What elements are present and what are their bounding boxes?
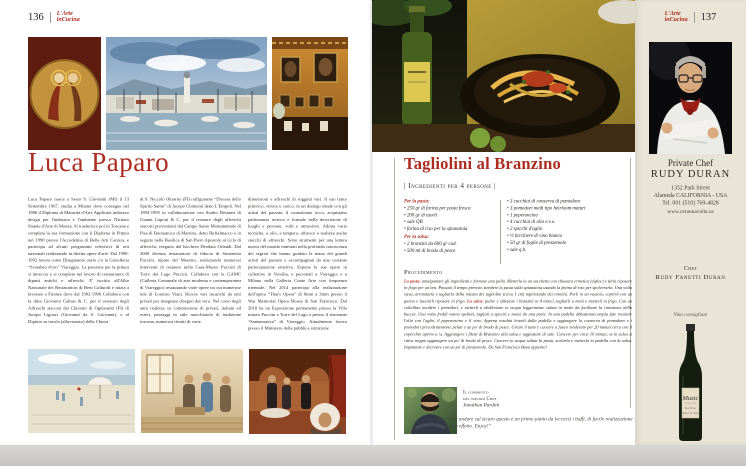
chef-full-name: Rudy Fanetti Duran	[655, 274, 726, 281]
ingredients-right-column	[507, 196, 630, 268]
ingredients-pasta-header: Per la pasta:	[404, 198, 430, 204]
article-column-1-text: Luca Paparo nasce a Sesto S. Giovanni (MI) il 13 Settembre 1967, studia a Milano dove consegue nel 1986 il Diploma di Maturità d'Arte Applicata indirizzo design per l'industria e l'ambiente presso l'Istituto Statale d'Arte di Monza. Si trasferisce poi in Toscana e completa la sua formazione con il Diploma in Pittura nel 1990 presso l'Accademia di Belle Arti Carrara, e partecipa ad alcuni programmi televisivi di reti nazionali realizzando in diretta opere d'arte. Dal 1990-1992 lavora come Disegnatore orafo c/o la Gioielleria “Scarabeo d'oro” Viareggio. La passione per la pittura si intreccia e si completa nel lavoro di restauratore di dipinti antichi e affreschi. E' iscritto all'Albo Nazionale dei Restauratori di Beni Culturali e inizia a lavorare a Firenze dove dal 1992-1996 Collabora con la ditta Giovanni Cabras & C. per il restauro degli Affreschi staccati dal Chiostro di Ognissanti (FI) di Jacopo Ligozzi (Giovanni da S. Giovanni), e al Dipinto su tavola (alluvionato) della Chiesa	[28, 196, 129, 324]
right-page-header	[635, 12, 746, 23]
cafe-art	[249, 349, 346, 434]
procedure-pasta-label: La pasta:	[404, 278, 421, 284]
article-column-2-text: di S. Niccolò Oltrarno (FI) raffigurante “Discesa dello Spirito Santo” di Jacopo Chimenti detto L'Empoli. Nel 1994-1995 in collaborazione con Studio Restauri di Gianni Caponi & C. per il restauro degli affreschi staccati provenienti dal Campo Santo Monumentale di Pisa di Buonamico di Martino, detto Buffalmacco e in seguito nella Basilica di San Piero Apostolo al ciclo di affreschi, eseguito dal lucchese Deodato Orlandi. Dal 2000 diventa restauratore di fiducia di Simonetta Puccini, nipote del Maestro, realizzando numerosi interventi di restauro nella Casa-Museo Puccini di Torre del Lago Puccini. Collabora con la GAMC (Galleria Comunale di arte moderna e contemporanea di Viareggio) restaurando varie opere tra cui numerose tele di Lorenzo Viani. Riceve vari incarichi da enti privati per insegnare disegno dal vero. Nel corso degli anni realizza su commissione di privati, italiani ed esteri, paesaggi in stile macchiaiolo di tradizione toscana, numerosi ritratti di varie	[140, 196, 241, 324]
interior-painting	[272, 37, 348, 150]
harbor-art	[106, 37, 267, 150]
contact-address	[635, 184, 746, 220]
contact-phone: Tel. 001 (510) 769-4828	[662, 199, 719, 206]
contact-name: RUDY DURAN	[650, 169, 731, 180]
magazine-logo-right	[665, 12, 688, 23]
dish-photo	[372, 0, 635, 152]
ingredient-item: • 3 cucchiai di conserva di pomodoro	[507, 198, 630, 205]
harbor-painting	[106, 37, 267, 150]
magazine-logo-left	[50, 12, 80, 23]
article-column-2	[140, 196, 241, 346]
ingredient-item: • farina di riso per la spianatoia	[404, 226, 498, 233]
contact-address-2: Alameda CALIFORNIA - USA	[653, 192, 728, 199]
wine-suggestion-label: Vino consigliato	[673, 312, 708, 318]
page-number-right: 137	[694, 12, 717, 23]
ingredient-item: • sale QB	[404, 219, 498, 226]
ingredient-item: • 200 gr di tuorli	[404, 212, 498, 219]
wine-suggestion-label-wrap	[635, 312, 746, 324]
chef-comment-label	[463, 389, 583, 419]
atelier-painting	[141, 349, 243, 433]
contact-title: Private Chef	[667, 158, 714, 168]
ingredient-item: • 50 gr di foglie di prezzemolo	[507, 239, 630, 246]
logo-line-2: inCucina	[56, 16, 80, 23]
wine-bottle-art	[675, 324, 706, 441]
chef-credit	[635, 266, 746, 281]
ingredient-item: • 250 gr di farina per pasta fresca	[404, 205, 498, 212]
chef-role-label: Chef	[683, 266, 698, 272]
chef-comment-quote-text: “Se volete andare sul sicuro questo è un primo piatto da leccarsi i baffi, di facile realizzazione e di sicuro effetto. Enjoy!”	[436, 416, 633, 429]
procedure-salsa-label: La salsa:	[467, 298, 484, 304]
interior-art	[272, 37, 348, 150]
article-column-3	[248, 196, 347, 368]
column-rule-left	[394, 158, 395, 440]
wine-brand: Muzic	[682, 395, 699, 402]
ingredient-item: • 4 cucchiai di olio e.v.o.	[507, 219, 630, 226]
article-title: Luca Paparo	[28, 147, 170, 177]
beach-painting	[28, 349, 135, 433]
ingredient-item: • sale q.b.	[507, 246, 630, 253]
procedure-pasta-text: amalgamare gli ingredienti e formare una palla. Metterla in un sacchetto con chiusura ermetica (ziploc) e farla riposare in frigo per un'ora. Passato il tempo previsto stendere la pasta sulla spianatoia usando la farina di riso per spolverarla. Una volta stesa, arrotolarla e tagliarla della misura dei tagliolini (circa 1 cm) infarinando dei rotolini. Porli in un vassoio, coprirli con un panno e lasciarli riposare in frigo.	[404, 278, 632, 304]
ingredients-salsa-header: Per la salsa:	[404, 233, 430, 240]
article-column-3-text: dimensioni e affreschi di soggetti vari. Il suo tratto pittorico, veloce e carico, in un dialogo ideale con gli artisti del passato, il cromatismo ricco, acquistano padronanza tecnica e formale nella descrizione di luoghi e persone, volti e atmosfere. Adotta varie tecniche, a olio, a tempera, affresco e realizza anche stacchi di affreschi. Sono strumenti per una lettura nuova del mondo innestati nella profonda conoscenza dei segreti che hanno guidato la mano dei grandi artisti del passato e accompagnati da una costante partecipazione emotiva. Espone le sue opere in collettive in Versilia, e personali a Viareggio e a Milano nella Galleria Conte Arte con frequenza triennale. Nel 2014 partecipa alla realizzazione dell'opera “That's Opera” di 6mm a 3mm presso il War Memorial Opera House di San Francisco. Dal 2010 ha un Esposizione permanente presso la Villa museo Puccini a Torre del Lago e presso il ristorante “Santamonica” di Viareggio. Attualmente lavora presso il Ministero della pubblica istruzione	[248, 196, 347, 331]
servings-line: | Ingredienti per 4 persone |	[404, 181, 496, 190]
logo-line-1: L'Arte	[56, 11, 73, 17]
logo-line-2: inCucina	[664, 16, 688, 23]
tondo-icon-painting	[28, 37, 101, 150]
left-page-header	[28, 12, 80, 23]
ingredient-item: • 2 branzini da 600 gr cad.	[404, 240, 498, 247]
procedure-header: Procedimento	[404, 269, 443, 276]
ingredient-item: • 2 spicchi d'aglio	[507, 226, 630, 233]
floor-strip	[0, 445, 746, 466]
article-column-1	[28, 196, 129, 346]
wine-bottle-photo	[675, 324, 706, 442]
page-number-left: 136	[28, 12, 44, 24]
ingredient-item: • 3 pomodori medi tipo heirloom maturi	[507, 205, 630, 212]
beach-art	[28, 349, 135, 433]
dish-art	[372, 0, 635, 152]
cafe-painting	[249, 349, 346, 434]
ingredient-item: • 500 ml di brodo di pesce	[404, 247, 498, 254]
chef-comment-heading-1: Il commento	[463, 389, 489, 395]
atelier-art	[141, 349, 243, 433]
logo-line-1: L'Arte	[664, 11, 681, 17]
sidebar-chef-photo	[649, 42, 732, 154]
chef-comment-author: Jonathan Pardini	[463, 402, 500, 408]
wine-region: Collio	[684, 406, 697, 410]
recipe-title: Tagliolini al Branzino	[404, 154, 561, 173]
procedure-salsa-text: pulire e sfilettare i branzini in 4 tranci, tagliarli a metà e metterli in frigo. Con un coltellino incidere i pomodori, e metterli a sbollentare in acqua leggermente salata in modo da facilitare la rimozione della buccia. Una volta freddi vanno spellati, tagliati a spicchi e messi da una parte. In una padella abbastanza ampia fate rosolare l'olio con l'aglio, il peperoncino e il vino. Appena rosolati levarli dalla padella e aggiungere la conserva di pomodoro e i pomodori precedentemente pelati e un po' di brodo di pesce. Girare il tutto e cuocere a fuoco moderato per 20 minuti circa con il coperchio aperto a ¼. Aggiungere i filetti di Branzino alla salsa e aggiustare di sale. Cuocere per circa 10 minuti, se la salsa si ritira troppo aggiungere un po' di brodo di pesce. Cuocere in acqua salata la pasta, scolarla e metterla in padella con la salsa. Impiattare e decorare con un po' di prezzemolo. Da San Francisco Buon appetito!	[404, 298, 632, 350]
wine-variety: Pinot Grigio	[681, 412, 700, 415]
chef-comment-quote	[436, 416, 634, 438]
tondo-icon-art	[28, 37, 101, 150]
contact-block	[635, 158, 746, 180]
procedure-text	[404, 278, 632, 390]
sidebar	[635, 0, 746, 445]
contact-address-1: 1352 Park Street	[671, 184, 710, 191]
ingredient-item: • 1 peperoncino	[507, 212, 630, 219]
contact-website: www.ceraunavolta.us	[667, 208, 714, 215]
ingredients-divider	[500, 200, 501, 264]
sidebar-chef-portrait	[649, 42, 732, 154]
ingredients-left-column	[404, 196, 498, 268]
chef-comment-heading-2: del nostro Chef	[463, 396, 497, 402]
ingredient-item: • ½ bicchiere di vino bianco	[507, 232, 630, 239]
